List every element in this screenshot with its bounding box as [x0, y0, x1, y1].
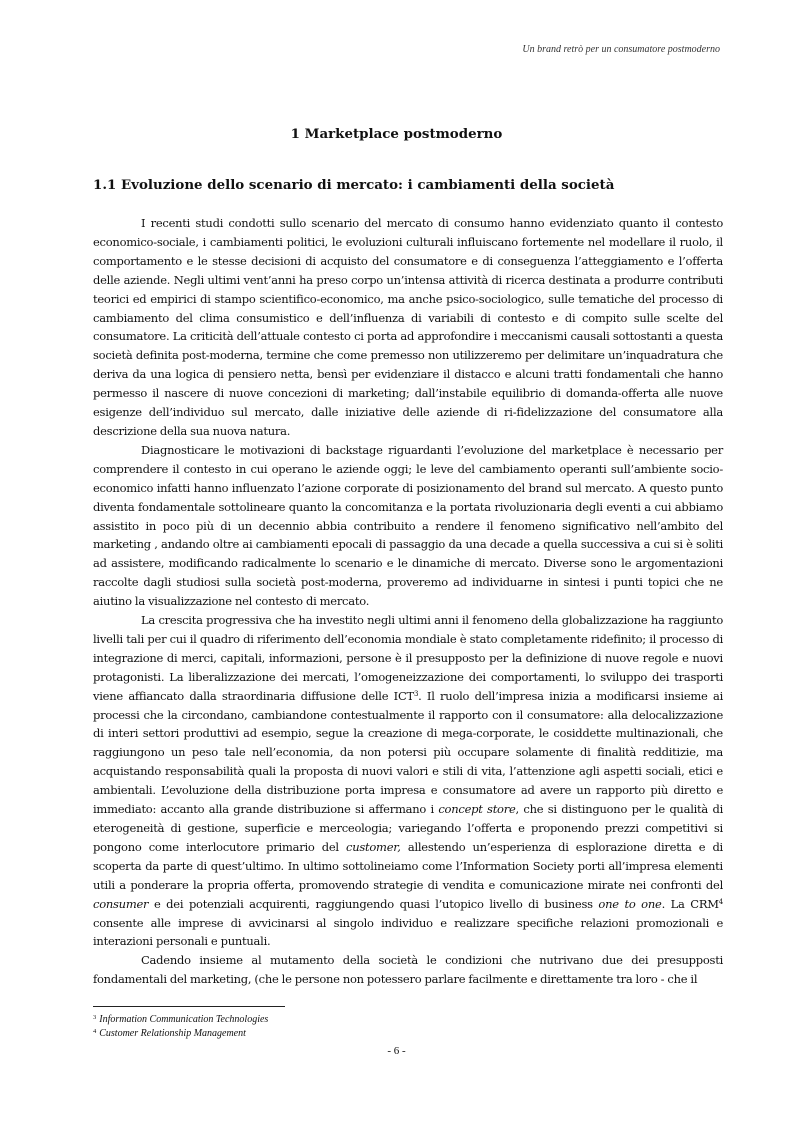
paragraph-3-text-d: allestendo un’esperienza di esplorazione diretta e di scoperta da parte di quest’ultimo. In ultimo sottolineiamo come l’Information Society porti all’impresa elementi utili a ponderare la propria offerta, promovendo strategie di vendita e comunicazione mirate nei confronti del — [93, 839, 723, 892]
paragraph-3-text-g: consente alle imprese di avvicinarsi al singolo individuo e realizzare specifiche relazioni promozionali e interazioni personali e puntuali. — [93, 915, 723, 949]
paragraph-3-text-a: La crescita progressiva che ha investito negli ultimi anni il fenomeno della globalizzazione ha raggiunto livelli tali per cui il quadro di riferimento dell’economia mondiale è stato completamente ridefinito; il processo di integrazione di merci, capitali, informazioni, persone è il presupposto per la definizione di nuove regole e nuovi protagonisti. La liberalizzazione dei mercati, l’omogeneizzazione dei comportamenti, lo sviluppo dei trasporti viene affiancato dalla straordinaria diffusione delle ICT — [93, 613, 723, 703]
footnote-3-mark: 3 — [93, 1014, 97, 1021]
footnote-3-text: Information Communication Technologies — [99, 1014, 269, 1025]
footnote-3 — [93, 1013, 723, 1027]
section-title: 1.1 Evoluzione dello scenario di mercato: i cambiamenti della società — [93, 177, 615, 193]
paragraph-3 — [93, 611, 723, 951]
body-text — [93, 214, 723, 989]
footnote-4 — [93, 1027, 723, 1041]
footnote-ref-4[interactable]: 4 — [718, 897, 724, 906]
paragraph-2: Diagnosticare le motivazioni di backstage riguardanti l’evoluzione del marketplace è necessario per comprendere il contesto in cui operano le aziende oggi; le leve del cambiamento operanti sull’ambiente socio-economico infatti hanno influenzato l’azione corporate di posizionamento del brand sul mercato. A questo punto diventa fondamentale sottolineare quanto la concomitanza e la portata rivoluzionaria degli eventi a cui abbiamo assistito in poco più di un decennio abbia contribuito a rendere il fenomeno significativo nell’ambito del marketing , andando oltre ai cambiamenti epocali di passaggio da una decade a quella successiva a cui si è soliti ad assistere, modificando radicalmente lo scenario e le dinamiche di mercato. Diverse sono le argomentazioni raccolte dagli studiosi sulla società post-moderna, proveremo ad individuarne in sintesi i punti topici che ne aiutino la visualizzazione nel contesto di mercato. — [93, 442, 723, 609]
term-one-to-one: one to one — [598, 896, 662, 911]
paragraph-3-text-f: . La CRM — [661, 896, 719, 911]
paragraph-3-text-c: , che si distinguono per le qualità di eterogeneità di gestione, superficie e merceologia; variegando l’offerta e proponendo prezzi competitivi si pongono come interlocutore primario del — [93, 802, 724, 854]
footnote-4-mark: 4 — [93, 1028, 97, 1035]
chapter-title: 1 Marketplace postmoderno — [290, 126, 503, 142]
paragraph-4: Cadendo insieme al mutamento della società le condizioni che nutrivano due dei presupposti fondamentali del marketing, (che le persone non potessero parlare facilmente e direttamente tra loro - che il — [93, 953, 723, 987]
term-consumer: consumer — [93, 896, 149, 911]
term-customer: customer, — [346, 839, 401, 854]
page-number: - 6 - — [387, 1045, 406, 1057]
running-header: Un brand retrò per un consumatore postmoderno — [522, 44, 720, 55]
paragraph-1: I recenti studi condotti sullo scenario del mercato di consumo hanno evidenziato quanto il contesto economico-sociale, i cambiamenti politici, le evoluzioni culturali influiscano fortemente nel modellare il ruolo, il comportamento e le stesse decisioni di acquisto del consumatore e di conseguenza l’atteggiamento e l’offerta delle aziende. Negli ultimi vent’anni ha preso corpo un’intensa attività di ricerca destinata a produrre contributi teorici ed empirici di stampo scientifico-economico, ma anche psico-sociologico, sulle tematiche del processo di cambiamento del clima consumistico e dell’influenza di variabili di contesto e di compito sulle scelte del consumatore. La criticità dell’attuale contesto ci porta ad approfondire i meccanismi causali sottostanti a questa società definita post-moderna, termine che come premesso non utilizzeremo per delimitare un’inquadratura che deriva da una logica di pensiero netta, bensì per evidenziare il distacco e alcuni tratti fondamentali che hanno permesso il nascere di nuove concezioni di marketing; dall’instabile equilibrio di domanda-offerta alle nuove esigenze dell’individuo sul mercato, dalle iniziative delle aziende di ri-fidelizzazione del consumatore alla descrizione della sua nuova natura. — [93, 216, 723, 438]
term-concept-store: concept store — [438, 802, 516, 817]
paragraph-3-text-b: . Il ruolo dell’impresa inizia a modificarsi insieme ai processi che la circondano, cambiandone contestualmente il rapporto con il consumatore: alla delocalizzazione di interi settori produttivi ad esempio, segue la creazione di mega-corporate, le cosiddette multinazionali, che raggiungono un peso tale nell’economia, da non potersi più occupare solamente di finalità redditizie, ma acquistando responsabilità quali la proposta di nuovi valori e stili di vita, l’attenzione agli aspetti sociali, etici e ambientali. L’evoluzione della distribuzione porta impresa e consumatore ad avere un rapporto più diretto e immediato: accanto alla grande distribuzione si affermano i — [93, 688, 724, 817]
footnote-ref-3[interactable]: 3 — [413, 689, 419, 698]
footnote-4-text: Customer Relationship Management — [99, 1028, 246, 1039]
paragraph-3-text-e: e dei potenziali acquirenti, raggiungendo quasi l’utopico livello di business — [148, 896, 593, 911]
footnotes — [93, 1013, 723, 1041]
footnote-divider — [93, 1006, 285, 1007]
